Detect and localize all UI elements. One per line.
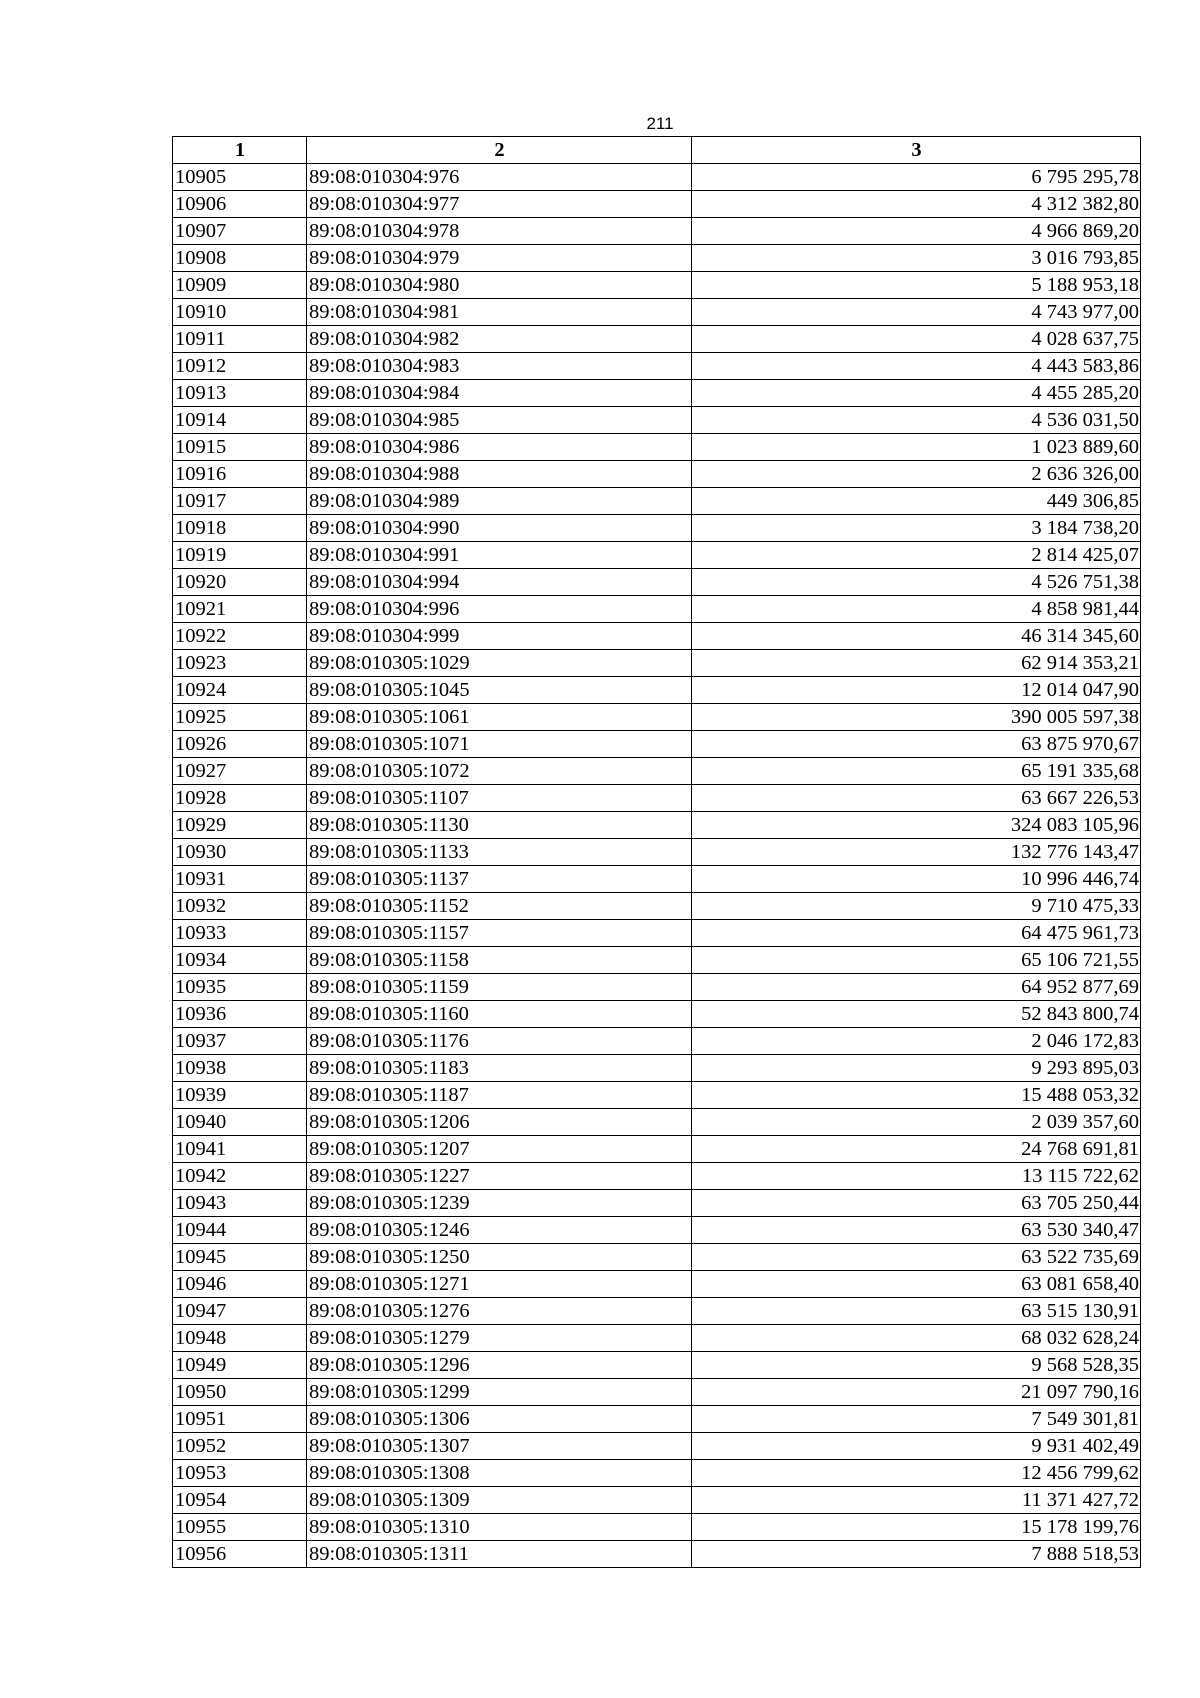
cadastral-value-cell: 4 858 981,44 bbox=[692, 596, 1141, 623]
cadastral-value-cell: 390 005 597,38 bbox=[692, 704, 1141, 731]
cadastral-number-cell: 89:08:010305:1159 bbox=[307, 974, 692, 1001]
cadastral-value-cell: 6 795 295,78 bbox=[692, 164, 1141, 191]
cadastral-value-cell: 3 016 793,85 bbox=[692, 245, 1141, 272]
cadastral-number-cell: 89:08:010305:1029 bbox=[307, 650, 692, 677]
cadastral-number-cell: 89:08:010304:994 bbox=[307, 569, 692, 596]
cadastral-number-cell: 89:08:010305:1045 bbox=[307, 677, 692, 704]
cadastral-number-cell: 89:08:010304:989 bbox=[307, 488, 692, 515]
table-row bbox=[173, 515, 1141, 542]
cadastral-number-cell: 89:08:010305:1308 bbox=[307, 1460, 692, 1487]
table-row bbox=[173, 326, 1141, 353]
table-row bbox=[173, 1028, 1141, 1055]
cadastral-value-cell: 2 636 326,00 bbox=[692, 461, 1141, 488]
row-number-cell: 10953 bbox=[173, 1460, 307, 1487]
row-number-cell: 10933 bbox=[173, 920, 307, 947]
table-row bbox=[173, 1406, 1141, 1433]
cadastral-value-cell: 24 768 691,81 bbox=[692, 1136, 1141, 1163]
cadastral-value-cell: 63 530 340,47 bbox=[692, 1217, 1141, 1244]
table-row bbox=[173, 1433, 1141, 1460]
row-number-cell: 10929 bbox=[173, 812, 307, 839]
row-number-cell: 10956 bbox=[173, 1541, 307, 1568]
cadastral-number-cell: 89:08:010304:977 bbox=[307, 191, 692, 218]
table-row bbox=[173, 596, 1141, 623]
row-number-cell: 10917 bbox=[173, 488, 307, 515]
cadastral-value-cell: 9 931 402,49 bbox=[692, 1433, 1141, 1460]
table-row bbox=[173, 407, 1141, 434]
cadastral-value-cell: 4 536 031,50 bbox=[692, 407, 1141, 434]
table-row bbox=[173, 1136, 1141, 1163]
row-number-cell: 10954 bbox=[173, 1487, 307, 1514]
cadastral-number-cell: 89:08:010305:1183 bbox=[307, 1055, 692, 1082]
cadastral-number-cell: 89:08:010305:1206 bbox=[307, 1109, 692, 1136]
table-row bbox=[173, 893, 1141, 920]
row-number-cell: 10934 bbox=[173, 947, 307, 974]
cadastral-number-cell: 89:08:010304:999 bbox=[307, 623, 692, 650]
row-number-cell: 10948 bbox=[173, 1325, 307, 1352]
cadastral-number-cell: 89:08:010304:978 bbox=[307, 218, 692, 245]
cadastral-number-cell: 89:08:010304:984 bbox=[307, 380, 692, 407]
table-row bbox=[173, 677, 1141, 704]
table-row bbox=[173, 758, 1141, 785]
table-row bbox=[173, 1379, 1141, 1406]
row-number-cell: 10942 bbox=[173, 1163, 307, 1190]
cadastral-number-cell: 89:08:010305:1309 bbox=[307, 1487, 692, 1514]
cadastral-number-cell: 89:08:010305:1187 bbox=[307, 1082, 692, 1109]
cadastral-value-cell: 15 488 053,32 bbox=[692, 1082, 1141, 1109]
table-row bbox=[173, 947, 1141, 974]
table-row bbox=[173, 1163, 1141, 1190]
cadastral-value-cell: 9 293 895,03 bbox=[692, 1055, 1141, 1082]
cadastral-number-cell: 89:08:010304:982 bbox=[307, 326, 692, 353]
cadastral-value-cell: 4 443 583,86 bbox=[692, 353, 1141, 380]
cadastral-value-cell: 4 028 637,75 bbox=[692, 326, 1141, 353]
cadastral-value-table bbox=[172, 136, 1141, 1568]
table-row bbox=[173, 1217, 1141, 1244]
cadastral-value-cell: 2 039 357,60 bbox=[692, 1109, 1141, 1136]
row-number-cell: 10918 bbox=[173, 515, 307, 542]
table-row bbox=[173, 1487, 1141, 1514]
cadastral-number-cell: 89:08:010305:1307 bbox=[307, 1433, 692, 1460]
cadastral-value-cell: 4 966 869,20 bbox=[692, 218, 1141, 245]
row-number-cell: 10943 bbox=[173, 1190, 307, 1217]
table-row bbox=[173, 380, 1141, 407]
page-number: 211 bbox=[646, 114, 674, 133]
cadastral-number-cell: 89:08:010305:1158 bbox=[307, 947, 692, 974]
cadastral-number-cell: 89:08:010304:988 bbox=[307, 461, 692, 488]
table-body bbox=[173, 164, 1141, 1568]
column-header-1: 1 bbox=[173, 137, 307, 164]
column-header-2: 2 bbox=[307, 137, 692, 164]
row-number-cell: 10944 bbox=[173, 1217, 307, 1244]
row-number-cell: 10911 bbox=[173, 326, 307, 353]
table-row bbox=[173, 731, 1141, 758]
cadastral-number-cell: 89:08:010304:996 bbox=[307, 596, 692, 623]
cadastral-number-cell: 89:08:010305:1061 bbox=[307, 704, 692, 731]
cadastral-number-cell: 89:08:010304:981 bbox=[307, 299, 692, 326]
table-row bbox=[173, 488, 1141, 515]
cadastral-value-cell: 11 371 427,72 bbox=[692, 1487, 1141, 1514]
row-number-cell: 10921 bbox=[173, 596, 307, 623]
cadastral-value-cell: 52 843 800,74 bbox=[692, 1001, 1141, 1028]
table-row bbox=[173, 1244, 1141, 1271]
row-number-cell: 10916 bbox=[173, 461, 307, 488]
cadastral-number-cell: 89:08:010305:1239 bbox=[307, 1190, 692, 1217]
cadastral-value-cell: 2 046 172,83 bbox=[692, 1028, 1141, 1055]
row-number-cell: 10947 bbox=[173, 1298, 307, 1325]
table-header-row bbox=[173, 137, 1141, 164]
table-row bbox=[173, 1190, 1141, 1217]
row-number-cell: 10908 bbox=[173, 245, 307, 272]
table-row bbox=[173, 1109, 1141, 1136]
row-number-cell: 10936 bbox=[173, 1001, 307, 1028]
cadastral-value-cell: 68 032 628,24 bbox=[692, 1325, 1141, 1352]
table-row bbox=[173, 272, 1141, 299]
row-number-cell: 10951 bbox=[173, 1406, 307, 1433]
cadastral-number-cell: 89:08:010305:1107 bbox=[307, 785, 692, 812]
row-number-cell: 10912 bbox=[173, 353, 307, 380]
cadastral-value-cell: 3 184 738,20 bbox=[692, 515, 1141, 542]
row-number-cell: 10920 bbox=[173, 569, 307, 596]
cadastral-value-cell: 2 814 425,07 bbox=[692, 542, 1141, 569]
cadastral-number-cell: 89:08:010305:1271 bbox=[307, 1271, 692, 1298]
row-number-cell: 10928 bbox=[173, 785, 307, 812]
cadastral-value-cell: 63 705 250,44 bbox=[692, 1190, 1141, 1217]
table-row bbox=[173, 569, 1141, 596]
cadastral-number-cell: 89:08:010305:1227 bbox=[307, 1163, 692, 1190]
row-number-cell: 10939 bbox=[173, 1082, 307, 1109]
cadastral-number-cell: 89:08:010305:1311 bbox=[307, 1541, 692, 1568]
table-row bbox=[173, 1352, 1141, 1379]
cadastral-number-cell: 89:08:010304:980 bbox=[307, 272, 692, 299]
table-row bbox=[173, 1055, 1141, 1082]
table-row bbox=[173, 650, 1141, 677]
cadastral-number-cell: 89:08:010305:1160 bbox=[307, 1001, 692, 1028]
cadastral-number-cell: 89:08:010305:1176 bbox=[307, 1028, 692, 1055]
table-row bbox=[173, 623, 1141, 650]
table-row bbox=[173, 164, 1141, 191]
row-number-cell: 10931 bbox=[173, 866, 307, 893]
cadastral-value-cell: 12 014 047,90 bbox=[692, 677, 1141, 704]
cadastral-value-cell: 63 875 970,67 bbox=[692, 731, 1141, 758]
cadastral-value-cell: 64 952 877,69 bbox=[692, 974, 1141, 1001]
table-row bbox=[173, 1325, 1141, 1352]
row-number-cell: 10949 bbox=[173, 1352, 307, 1379]
row-number-cell: 10945 bbox=[173, 1244, 307, 1271]
table-row bbox=[173, 866, 1141, 893]
cadastral-value-cell: 4 455 285,20 bbox=[692, 380, 1141, 407]
cadastral-number-cell: 89:08:010304:983 bbox=[307, 353, 692, 380]
row-number-cell: 10914 bbox=[173, 407, 307, 434]
row-number-cell: 10941 bbox=[173, 1136, 307, 1163]
cadastral-value-cell: 4 312 382,80 bbox=[692, 191, 1141, 218]
cadastral-value-cell: 324 083 105,96 bbox=[692, 812, 1141, 839]
cadastral-number-cell: 89:08:010305:1306 bbox=[307, 1406, 692, 1433]
cadastral-value-cell: 63 081 658,40 bbox=[692, 1271, 1141, 1298]
cadastral-value-cell: 64 475 961,73 bbox=[692, 920, 1141, 947]
cadastral-number-cell: 89:08:010305:1250 bbox=[307, 1244, 692, 1271]
cadastral-number-cell: 89:08:010305:1072 bbox=[307, 758, 692, 785]
cadastral-number-cell: 89:08:010304:985 bbox=[307, 407, 692, 434]
cadastral-value-cell: 62 914 353,21 bbox=[692, 650, 1141, 677]
cadastral-value-cell: 449 306,85 bbox=[692, 488, 1141, 515]
row-number-cell: 10910 bbox=[173, 299, 307, 326]
column-header-3: 3 bbox=[692, 137, 1141, 164]
table-row bbox=[173, 1271, 1141, 1298]
cadastral-value-cell: 46 314 345,60 bbox=[692, 623, 1141, 650]
cadastral-number-cell: 89:08:010305:1071 bbox=[307, 731, 692, 758]
row-number-cell: 10935 bbox=[173, 974, 307, 1001]
cadastral-value-cell: 9 710 475,33 bbox=[692, 893, 1141, 920]
cadastral-value-cell: 12 456 799,62 bbox=[692, 1460, 1141, 1487]
cadastral-value-cell: 21 097 790,16 bbox=[692, 1379, 1141, 1406]
row-number-cell: 10940 bbox=[173, 1109, 307, 1136]
cadastral-number-cell: 89:08:010305:1130 bbox=[307, 812, 692, 839]
row-number-cell: 10919 bbox=[173, 542, 307, 569]
table-row bbox=[173, 704, 1141, 731]
table-row bbox=[173, 245, 1141, 272]
cadastral-number-cell: 89:08:010305:1279 bbox=[307, 1325, 692, 1352]
cadastral-value-cell: 15 178 199,76 bbox=[692, 1514, 1141, 1541]
cadastral-number-cell: 89:08:010304:979 bbox=[307, 245, 692, 272]
cadastral-number-cell: 89:08:010305:1310 bbox=[307, 1514, 692, 1541]
row-number-cell: 10909 bbox=[173, 272, 307, 299]
row-number-cell: 10946 bbox=[173, 1271, 307, 1298]
cadastral-value-cell: 7 888 518,53 bbox=[692, 1541, 1141, 1568]
cadastral-value-cell: 9 568 528,35 bbox=[692, 1352, 1141, 1379]
row-number-cell: 10926 bbox=[173, 731, 307, 758]
table-row bbox=[173, 812, 1141, 839]
cadastral-value-cell: 4 526 751,38 bbox=[692, 569, 1141, 596]
cadastral-number-cell: 89:08:010305:1276 bbox=[307, 1298, 692, 1325]
table-row bbox=[173, 974, 1141, 1001]
cadastral-value-cell: 65 191 335,68 bbox=[692, 758, 1141, 785]
cadastral-number-cell: 89:08:010304:990 bbox=[307, 515, 692, 542]
cadastral-number-cell: 89:08:010304:986 bbox=[307, 434, 692, 461]
row-number-cell: 10925 bbox=[173, 704, 307, 731]
cadastral-number-cell: 89:08:010305:1207 bbox=[307, 1136, 692, 1163]
table-row bbox=[173, 920, 1141, 947]
cadastral-value-cell: 4 743 977,00 bbox=[692, 299, 1141, 326]
table-row bbox=[173, 1298, 1141, 1325]
row-number-cell: 10906 bbox=[173, 191, 307, 218]
cadastral-value-cell: 10 996 446,74 bbox=[692, 866, 1141, 893]
row-number-cell: 10922 bbox=[173, 623, 307, 650]
row-number-cell: 10927 bbox=[173, 758, 307, 785]
row-number-cell: 10932 bbox=[173, 893, 307, 920]
cadastral-value-cell: 65 106 721,55 bbox=[692, 947, 1141, 974]
table-row bbox=[173, 353, 1141, 380]
table-row bbox=[173, 191, 1141, 218]
cadastral-number-cell: 89:08:010305:1137 bbox=[307, 866, 692, 893]
row-number-cell: 10938 bbox=[173, 1055, 307, 1082]
table-row bbox=[173, 839, 1141, 866]
table-row bbox=[173, 461, 1141, 488]
cadastral-value-cell: 63 515 130,91 bbox=[692, 1298, 1141, 1325]
cadastral-value-cell: 1 023 889,60 bbox=[692, 434, 1141, 461]
cadastral-number-cell: 89:08:010304:976 bbox=[307, 164, 692, 191]
cadastral-value-cell: 132 776 143,47 bbox=[692, 839, 1141, 866]
cadastral-number-cell: 89:08:010304:991 bbox=[307, 542, 692, 569]
row-number-cell: 10913 bbox=[173, 380, 307, 407]
row-number-cell: 10937 bbox=[173, 1028, 307, 1055]
table-row bbox=[173, 1460, 1141, 1487]
row-number-cell: 10907 bbox=[173, 218, 307, 245]
cadastral-value-cell: 7 549 301,81 bbox=[692, 1406, 1141, 1433]
cadastral-value-cell: 5 188 953,18 bbox=[692, 272, 1141, 299]
table-row bbox=[173, 218, 1141, 245]
row-number-cell: 10930 bbox=[173, 839, 307, 866]
row-number-cell: 10950 bbox=[173, 1379, 307, 1406]
cadastral-number-cell: 89:08:010305:1296 bbox=[307, 1352, 692, 1379]
cadastral-value-cell: 13 115 722,62 bbox=[692, 1163, 1141, 1190]
table-row bbox=[173, 434, 1141, 461]
table-row bbox=[173, 1514, 1141, 1541]
cadastral-number-cell: 89:08:010305:1152 bbox=[307, 893, 692, 920]
table-row bbox=[173, 1001, 1141, 1028]
row-number-cell: 10924 bbox=[173, 677, 307, 704]
cadastral-number-cell: 89:08:010305:1299 bbox=[307, 1379, 692, 1406]
table-row bbox=[173, 1082, 1141, 1109]
cadastral-number-cell: 89:08:010305:1133 bbox=[307, 839, 692, 866]
cadastral-value-cell: 63 522 735,69 bbox=[692, 1244, 1141, 1271]
row-number-cell: 10955 bbox=[173, 1514, 307, 1541]
table-row bbox=[173, 1541, 1141, 1568]
table-row bbox=[173, 542, 1141, 569]
cadastral-number-cell: 89:08:010305:1157 bbox=[307, 920, 692, 947]
row-number-cell: 10905 bbox=[173, 164, 307, 191]
row-number-cell: 10923 bbox=[173, 650, 307, 677]
cadastral-value-cell: 63 667 226,53 bbox=[692, 785, 1141, 812]
row-number-cell: 10952 bbox=[173, 1433, 307, 1460]
row-number-cell: 10915 bbox=[173, 434, 307, 461]
table-row bbox=[173, 785, 1141, 812]
table-row bbox=[173, 299, 1141, 326]
cadastral-number-cell: 89:08:010305:1246 bbox=[307, 1217, 692, 1244]
